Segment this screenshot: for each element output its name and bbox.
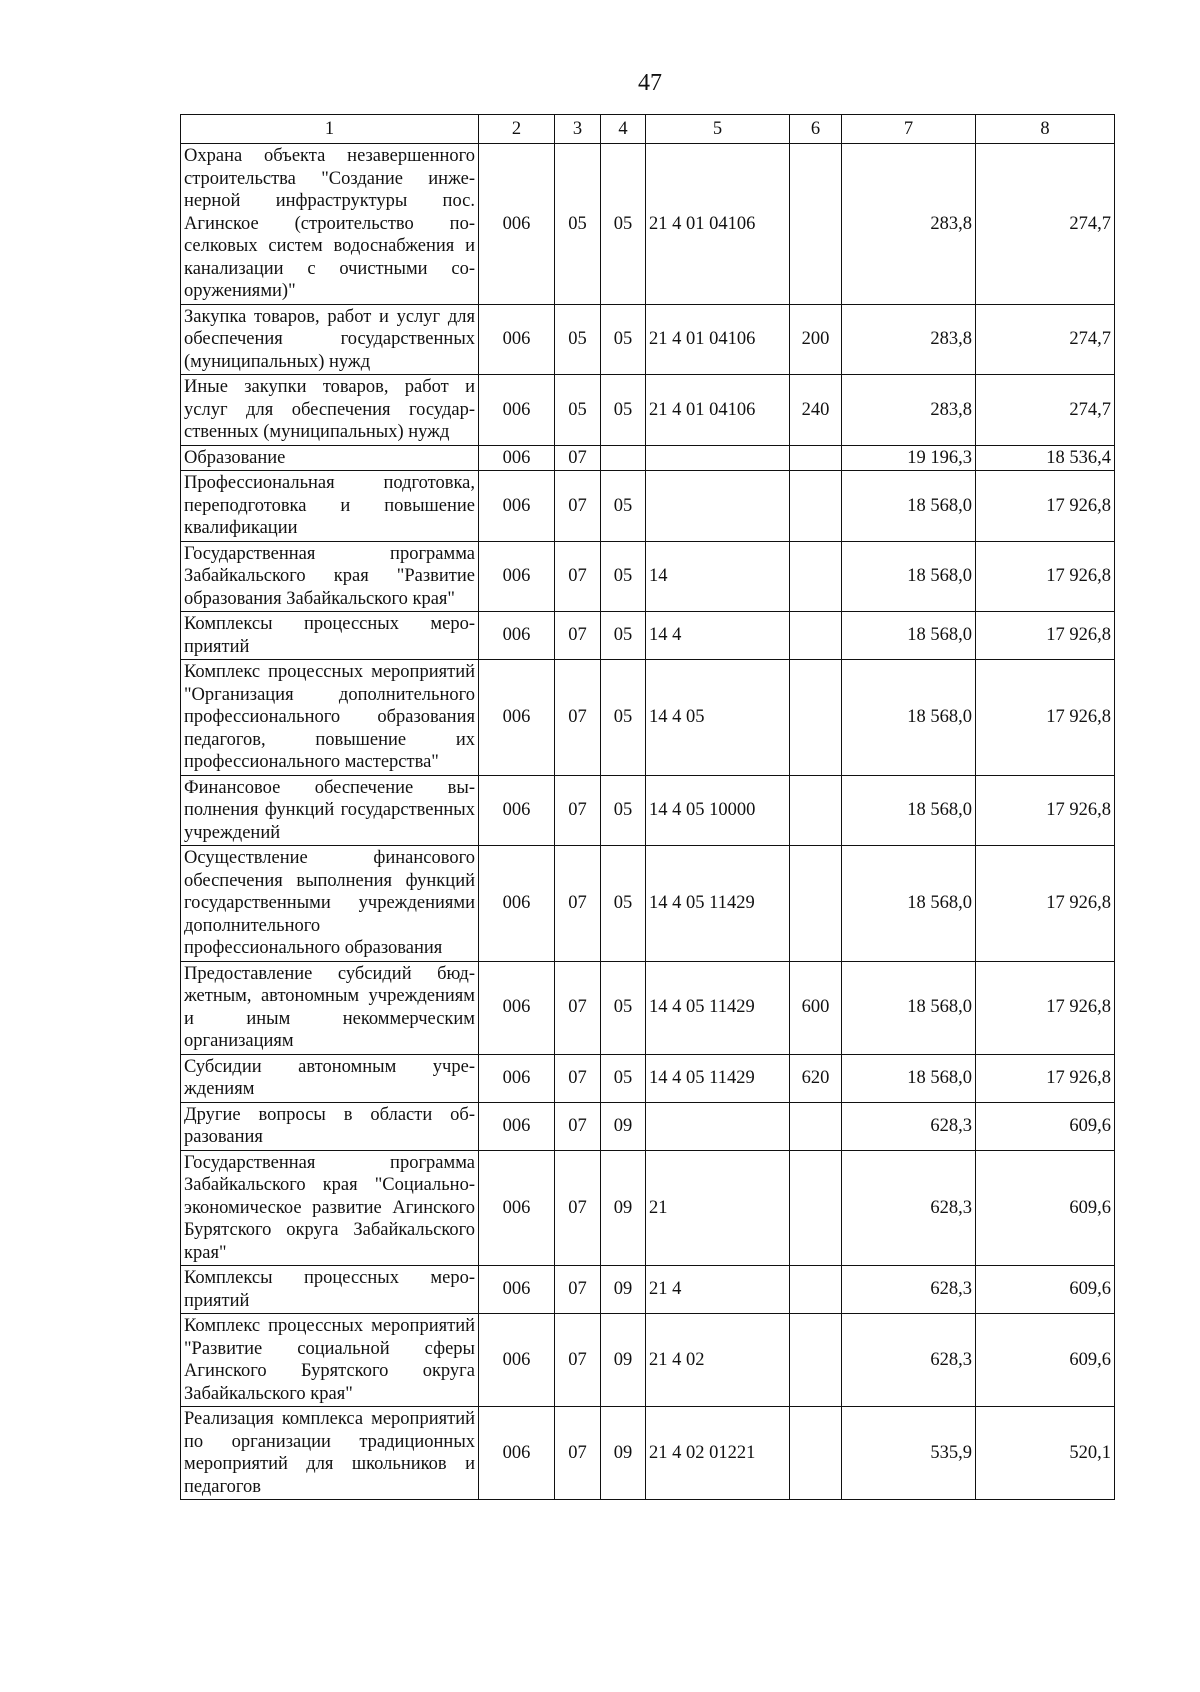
cell-section: 07 (555, 775, 601, 846)
cell-amount-2: 274,7 (976, 304, 1115, 375)
cell-expense-type (790, 1314, 842, 1407)
table-row (181, 471, 1115, 542)
cell-expense-type (790, 144, 842, 305)
budget-table (180, 114, 1115, 1500)
cell-target-item: 21 4 01 04106 (646, 144, 790, 305)
cell-amount-1: 628,3 (842, 1266, 976, 1314)
cell-section: 07 (555, 1150, 601, 1266)
table-row (181, 1407, 1115, 1500)
row-name: Закупка товаров, работ и услуг для обеспечения государственных (муниципальных) нужд (181, 304, 479, 375)
row-name: Другие вопросы в области образования (181, 1102, 479, 1150)
table-row (181, 775, 1115, 846)
cell-amount-1: 18 568,0 (842, 775, 976, 846)
cell-amount-2: 17 926,8 (976, 541, 1115, 612)
cell-section: 07 (555, 1407, 601, 1500)
cell-expense-type (790, 541, 842, 612)
cell-amount-2: 274,7 (976, 375, 1115, 446)
cell-expense-type (790, 660, 842, 776)
cell-amount-2: 520,1 (976, 1407, 1115, 1500)
row-name: Комплексы процессных мероприятий (181, 1266, 479, 1314)
cell-admin-code: 006 (479, 1150, 555, 1266)
table-row (181, 541, 1115, 612)
cell-subsection: 05 (601, 471, 646, 542)
cell-expense-type (790, 1407, 842, 1500)
cell-admin-code: 006 (479, 1266, 555, 1314)
row-name: Государственная программа Забайкальского края "Социально-экономическое развитие Агинского Бурятского округа Забайкальского края" (181, 1150, 479, 1266)
cell-amount-2: 609,6 (976, 1314, 1115, 1407)
cell-amount-2: 17 926,8 (976, 471, 1115, 542)
cell-section: 07 (555, 471, 601, 542)
cell-amount-1: 628,3 (842, 1314, 976, 1407)
column-header: 5 (646, 115, 790, 144)
cell-subsection: 05 (601, 660, 646, 776)
cell-section: 07 (555, 1102, 601, 1150)
row-name: Субсидии автономным учреждениям (181, 1054, 479, 1102)
cell-target-item: 14 4 05 11429 (646, 961, 790, 1054)
table-row (181, 445, 1115, 471)
cell-amount-2: 609,6 (976, 1102, 1115, 1150)
row-name: Комплекс процессных мероприятий "Организация дополнительного профессионального образования педагогов, повышение их профессионального мастерства" (181, 660, 479, 776)
cell-amount-1: 283,8 (842, 144, 976, 305)
table-row (181, 144, 1115, 305)
cell-subsection: 09 (601, 1407, 646, 1500)
cell-target-item: 14 4 05 11429 (646, 846, 790, 962)
cell-amount-2: 17 926,8 (976, 1054, 1115, 1102)
cell-amount-1: 18 568,0 (842, 660, 976, 776)
cell-subsection: 05 (601, 304, 646, 375)
cell-subsection: 05 (601, 775, 646, 846)
column-header: 1 (181, 115, 479, 144)
table-row (181, 1150, 1115, 1266)
cell-target-item: 14 4 (646, 612, 790, 660)
cell-amount-1: 283,8 (842, 304, 976, 375)
cell-section: 07 (555, 846, 601, 962)
table-row (181, 612, 1115, 660)
cell-target-item: 14 4 05 (646, 660, 790, 776)
cell-subsection: 05 (601, 846, 646, 962)
cell-section: 07 (555, 1054, 601, 1102)
table-row (181, 304, 1115, 375)
cell-section: 05 (555, 144, 601, 305)
cell-amount-2: 609,6 (976, 1266, 1115, 1314)
cell-section: 07 (555, 660, 601, 776)
cell-section: 07 (555, 612, 601, 660)
cell-expense-type (790, 1266, 842, 1314)
cell-target-item (646, 1102, 790, 1150)
cell-amount-2: 17 926,8 (976, 775, 1115, 846)
table-row (181, 375, 1115, 446)
cell-admin-code: 006 (479, 1054, 555, 1102)
row-name: Профессиональная подготовка, переподготовка и повышение квалификации (181, 471, 479, 542)
cell-target-item: 21 4 01 04106 (646, 304, 790, 375)
column-header: 4 (601, 115, 646, 144)
cell-expense-type: 240 (790, 375, 842, 446)
cell-expense-type (790, 471, 842, 542)
cell-amount-1: 18 568,0 (842, 1054, 976, 1102)
cell-amount-1: 19 196,3 (842, 445, 976, 471)
header-row (181, 115, 1115, 144)
cell-subsection (601, 445, 646, 471)
row-name: Комплексы процессных мероприятий (181, 612, 479, 660)
column-header: 8 (976, 115, 1115, 144)
cell-admin-code: 006 (479, 1314, 555, 1407)
cell-subsection: 05 (601, 961, 646, 1054)
cell-target-item: 14 (646, 541, 790, 612)
column-header: 3 (555, 115, 601, 144)
cell-amount-1: 18 568,0 (842, 471, 976, 542)
cell-admin-code: 006 (479, 961, 555, 1054)
table-row (181, 846, 1115, 962)
cell-amount-2: 17 926,8 (976, 612, 1115, 660)
cell-amount-1: 283,8 (842, 375, 976, 446)
cell-expense-type: 200 (790, 304, 842, 375)
cell-expense-type (790, 1102, 842, 1150)
cell-admin-code: 006 (479, 541, 555, 612)
cell-expense-type (790, 1150, 842, 1266)
cell-amount-1: 18 568,0 (842, 846, 976, 962)
row-name: Реализация комплекса мероприятий по организации традиционных мероприятий для школьников и педагогов (181, 1407, 479, 1500)
cell-section: 05 (555, 375, 601, 446)
cell-admin-code: 006 (479, 1102, 555, 1150)
cell-amount-1: 18 568,0 (842, 541, 976, 612)
cell-subsection: 05 (601, 144, 646, 305)
table-row (181, 1102, 1115, 1150)
cell-expense-type (790, 846, 842, 962)
cell-section: 07 (555, 961, 601, 1054)
cell-admin-code: 006 (479, 471, 555, 542)
cell-subsection: 05 (601, 375, 646, 446)
cell-target-item (646, 445, 790, 471)
row-name: Комплекс процессных мероприятий "Развитие социальной сферы Агинского Бурятского округа Забайкальского края" (181, 1314, 479, 1407)
cell-amount-2: 17 926,8 (976, 660, 1115, 776)
cell-target-item: 21 (646, 1150, 790, 1266)
row-name: Предоставление субсидий бюджетным, автономным учреждениям и иным некоммерческим организациям (181, 961, 479, 1054)
cell-subsection: 09 (601, 1266, 646, 1314)
cell-admin-code: 006 (479, 612, 555, 660)
cell-expense-type (790, 775, 842, 846)
cell-admin-code: 006 (479, 375, 555, 446)
cell-subsection: 05 (601, 541, 646, 612)
cell-expense-type (790, 445, 842, 471)
cell-subsection: 09 (601, 1102, 646, 1150)
cell-subsection: 05 (601, 612, 646, 660)
row-name: Осуществление финансового обеспечения выполнения функций государственными учреждениями дополнительного профессионального образования (181, 846, 479, 962)
table-row (181, 1266, 1115, 1314)
cell-expense-type: 600 (790, 961, 842, 1054)
cell-target-item: 21 4 (646, 1266, 790, 1314)
cell-subsection: 09 (601, 1150, 646, 1266)
cell-target-item: 14 4 05 11429 (646, 1054, 790, 1102)
cell-amount-2: 17 926,8 (976, 961, 1115, 1054)
cell-amount-1: 18 568,0 (842, 612, 976, 660)
cell-amount-2: 18 536,4 (976, 445, 1115, 471)
cell-target-item: 21 4 01 04106 (646, 375, 790, 446)
cell-expense-type (790, 612, 842, 660)
column-header: 7 (842, 115, 976, 144)
column-header: 6 (790, 115, 842, 144)
cell-target-item: 14 4 05 10000 (646, 775, 790, 846)
cell-admin-code: 006 (479, 846, 555, 962)
cell-admin-code: 006 (479, 304, 555, 375)
cell-section: 07 (555, 1266, 601, 1314)
cell-target-item: 21 4 02 01221 (646, 1407, 790, 1500)
row-name: Образование (181, 445, 479, 471)
cell-amount-2: 609,6 (976, 1150, 1115, 1266)
cell-subsection: 09 (601, 1314, 646, 1407)
cell-amount-1: 628,3 (842, 1150, 976, 1266)
row-name: Финансовое обеспечение выполнения функций государственных учреждений (181, 775, 479, 846)
cell-admin-code: 006 (479, 445, 555, 471)
table-row (181, 1314, 1115, 1407)
row-name: Иные закупки товаров, работ и услуг для обеспечения государственных (муниципальных) нужд (181, 375, 479, 446)
table-row (181, 1054, 1115, 1102)
cell-section: 07 (555, 541, 601, 612)
row-name: Государственная программа Забайкальского края "Развитие образования Забайкальского края" (181, 541, 479, 612)
row-name: Охрана объекта незавершенного строительства "Создание инженерной инфраструктуры пос. Агинское (строительство поселковых систем водоснабжения и канализации с очистными сооружениями)" (181, 144, 479, 305)
cell-admin-code: 006 (479, 660, 555, 776)
table-row (181, 660, 1115, 776)
cell-admin-code: 006 (479, 1407, 555, 1500)
cell-section: 07 (555, 1314, 601, 1407)
cell-section: 07 (555, 445, 601, 471)
cell-admin-code: 006 (479, 775, 555, 846)
cell-subsection: 05 (601, 1054, 646, 1102)
cell-section: 05 (555, 304, 601, 375)
cell-target-item: 21 4 02 (646, 1314, 790, 1407)
cell-expense-type: 620 (790, 1054, 842, 1102)
cell-amount-2: 17 926,8 (976, 846, 1115, 962)
column-header: 2 (479, 115, 555, 144)
page-number: 47 (638, 70, 662, 96)
cell-amount-1: 628,3 (842, 1102, 976, 1150)
cell-admin-code: 006 (479, 144, 555, 305)
cell-amount-1: 18 568,0 (842, 961, 976, 1054)
cell-target-item (646, 471, 790, 542)
cell-amount-1: 535,9 (842, 1407, 976, 1500)
cell-amount-2: 274,7 (976, 144, 1115, 305)
table-row (181, 961, 1115, 1054)
